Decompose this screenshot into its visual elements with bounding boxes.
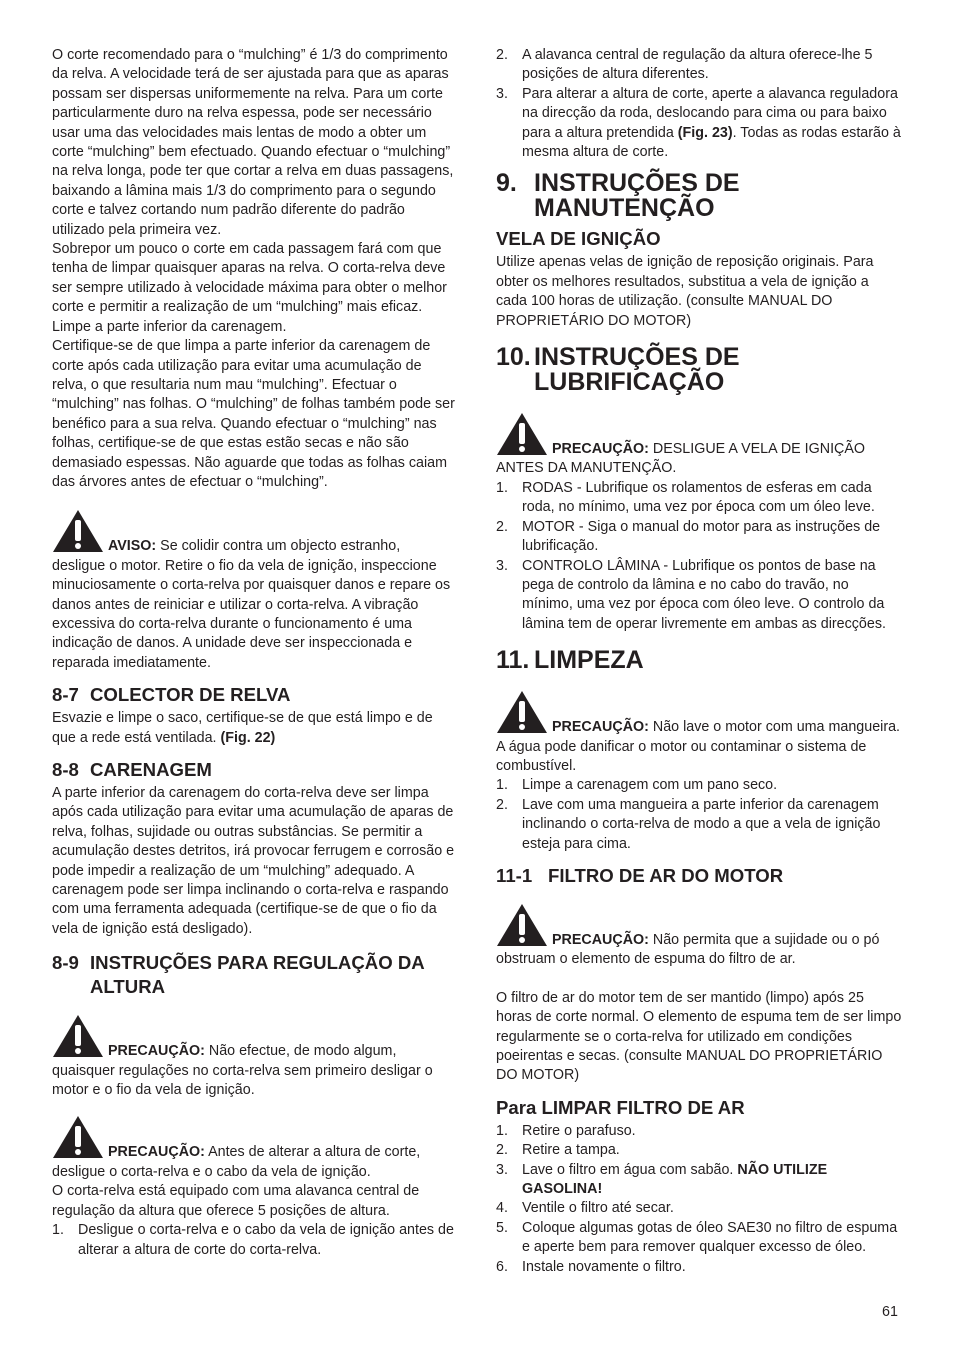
intro-paragraph-3: Certifique-se de que limpa a parte inferior da carenagem de corte após cada utilização para evitar uma acumulação de relva, o que resultaria num mau “mulching”. Efectuar o “mulching” nas folhas. O “mulching” de folhas também pode ser benéfico para a sua relva. Quando efectuar o “mulching” nas folhas, certifique-se de que estas estão secas e não são demasiado espessas. Não aguarde que todas as folhas caiam das árvores antes de efectuar o “mulching”. (52, 338, 455, 490)
warning-triangle-icon (52, 508, 104, 554)
section-9-text: Utilize apenas velas de ignição de reposição originais. Para obter os melhores resultados, substitua a vela de ignição a cada 100 horas de utilização. (consulte MANUAL DO PROPRIETÁRIO DO MOTOR) (496, 254, 874, 329)
caution-regulation-2 (52, 1114, 456, 1182)
caution-text: Antes de alterar a altura de corte, desligue o corta-relva e o cabo da vela de ignição. (52, 1144, 421, 1180)
caution-air-filter (496, 902, 902, 970)
section-8-9-number: 8-9 (52, 952, 79, 974)
section-11-heading (496, 648, 902, 673)
section-9-number: 9. (496, 169, 517, 198)
lubrication-list (496, 479, 902, 634)
section-9-title: INSTRUÇÕES DE MANUTENÇÃO (534, 169, 740, 223)
fig-22-reference: (Fig. 22) (220, 729, 276, 746)
aviso-label: AVISO: (108, 538, 157, 555)
warning-triangle-icon (52, 1013, 104, 1059)
section-9-heading (496, 171, 902, 221)
section-8-9-text: O corta-relva está equipado com uma alavanca central de regulação da altura que oferece 5 posições de altura. (52, 1183, 420, 1219)
list-item: 4. Ventile o filtro até secar. (496, 1200, 674, 1217)
cleaning-list (496, 776, 902, 854)
caution-text: Não efectue, de modo algum, quaisquer regulações no corta-relva sem primeiro desligar o motor e o fio da vela de ignição. (52, 1043, 433, 1099)
list-item: 1. RODAS - Lubrifique os rolamentos de esferas em cada roda, no mínimo, uma vez por época com um óleo leve. (496, 479, 875, 516)
section-11-1-heading (496, 864, 902, 888)
clean-air-filter-subheading: Para LIMPAR FILTRO DE AR (496, 1096, 745, 1118)
list-item: 2. MOTOR - Siga o manual do motor para as instruções de lubrificação. (496, 518, 881, 555)
caution-text: DESLIGUE A VELA DE IGNIÇÃO ANTES DA MANUTENÇÃO. (496, 441, 866, 477)
section-11-title: LIMPEZA (534, 646, 644, 675)
list-item: 3. CONTROLO LÂMINA - Lubrifique os pontos de base na pega de controlo da lâmina e no cabo do travão, no mínimo, uma vez por época com óleo leve. O controlo da lâmina tem de operar livremente em ambas as direcções. (496, 557, 886, 632)
intro-paragraph-1: O corte recomendado para o “mulching” é 1/3 do comprimento da relva. A velocidade terá de ser ajustada para que as aparas possam ser dispersas uniformemente na relva. Para um corte particularmente duro na relva espessa, pode ser necessário usar uma das velocidades mais lentas de modo a obter um corte “mulching” bem efectuado. Quando efectuar o “mulching” na relva longa, pode ter que cortar a relva em duas passagens, baixando a lâmina mais 1/3 do comprimento para o segundo corte e talvez cortando num padrão diferente do padrão utilizado pela primeira vez. (52, 47, 454, 238)
list-item: 3. Para alterar a altura de corte, aperte a alavanca reguladora na direcção da roda, deslocando para cima ou para baixo para a altura pretendida (Fig. 23). Todas as rodas estarão à mesma altura de corte. (496, 85, 901, 161)
list-item: 5. Coloque algumas gotas de óleo SAE30 no filtro de espuma e aperte bem para remover qualquer excesso de óleo. (496, 1219, 898, 1256)
section-8-8-title: CARENAGEM (90, 759, 212, 780)
warning-triangle-icon (496, 689, 548, 735)
list-item: 2. A alavanca central de regulação da altura oferece-lhe 5 posições de altura diferentes. (496, 47, 873, 83)
caution-label: PRECAUÇÃO: (552, 931, 649, 948)
list-item: 2. Retire a tampa. (496, 1142, 620, 1159)
section-8-8-text: A parte inferior da carenagem do corta-relva deve ser limpa após cada utilização para evitar uma acumulação de aparas de relva, folhas, sujidade ou outras substâncias. Se permitir a acumulação destes detritos, irá provocar ferrugem e corrosão e pode impedir a realização de um “mulching” adequado. A carenagem pode ser limpa inclinando o corta-relva e raspando com uma ferramenta adequada (certifique-se de que o fio da vela de ignição está desligado). (52, 785, 455, 937)
aviso-warning (52, 508, 456, 673)
section-8-7-number: 8-7 (52, 684, 79, 706)
spacer (496, 970, 902, 989)
list-item: 1. Limpe a carenagem com um pano seco. (496, 777, 778, 794)
list-item: 1. Retire o parafuso. (496, 1122, 636, 1139)
section-8-9-heading (52, 951, 456, 999)
warning-triangle-icon (496, 902, 548, 948)
section-10-heading (496, 345, 902, 395)
section-8-7-heading (52, 683, 456, 707)
section-8-7-title: COLECTOR DE RELVA (90, 684, 291, 706)
warning-triangle-icon (52, 1114, 104, 1160)
caution-text: Não lave o motor com uma mangueira. A água pode danificar o motor ou contaminar o sistema de combustível. (496, 719, 901, 774)
section-11-1-text: O filtro de ar do motor tem de ser mantido (limpo) após 25 horas de corte normal. O elemento de espuma tem de ser limpo regularmente se o corta-relva for utilizado em condições poeirentas e secas. (consulte MANUAL DO PROPRIETÁRIO DO MOTOR) (496, 989, 902, 1084)
section-8-7-text: Esvazie e limpe o saco, certifique-se de que está limpo e de que a rede está ventilada. (Fig. 22) (52, 710, 433, 746)
section-8-8-heading (52, 758, 456, 782)
section-8-9-title: INSTRUÇÕES PARA REGULAÇÃO DA ALTURA (90, 952, 425, 998)
list-item: 1. Desligue o corta-relva e o cabo da vela de ignição antes de alterar a altura de corte do corta-relva. (52, 1222, 454, 1258)
caution-label: PRECAUÇÃO: (552, 441, 649, 458)
caution-regulation-1 (52, 1013, 456, 1100)
height-steps-list (52, 1221, 456, 1260)
caution-label: PRECAUÇÃO: (108, 1043, 205, 1060)
height-steps-list-continued (496, 46, 902, 162)
caution-label: PRECAUÇÃO: (108, 1144, 205, 1161)
section-11-number: 11. (496, 646, 530, 675)
warning-triangle-icon (496, 411, 548, 457)
list-item: 6. Instale novamente o filtro. (496, 1258, 686, 1275)
right-column (496, 46, 902, 1277)
list-item: 2. Lave com uma mangueira a parte inferior da carenagem inclinando o corta-relva de modo a que a vela de ignição esteja para cima. (496, 796, 881, 852)
air-filter-steps-list (496, 1122, 902, 1277)
section-10-number: 10. (496, 343, 531, 372)
page-number: 61 (882, 1304, 898, 1320)
section-11-1-title: FILTRO DE AR DO MOTOR (548, 864, 784, 886)
left-column (52, 46, 456, 1260)
aviso-text: Se colidir contra um objecto estranho, desligue o motor. Retire o fio da vela de ignição, inspeccione minuciosamente o corta-relva por quaisquer danos e repare os danos antes de reiniciar e utilizar o corta-relva. A vibração excessiva do corta-relva durante o funcionamento é uma indicação de danos. A unidade deve ser inspeccionada e reparada imediatamente. (52, 538, 451, 671)
caution-cleaning (496, 689, 902, 776)
caution-text: Não permita que a sujidade ou o pó obstruam o elemento de espuma do filtro de ar. (496, 931, 880, 968)
no-gasoline-warning: NÃO UTILIZE GASOLINA! (522, 1161, 828, 1198)
caution-lubrication (496, 411, 902, 479)
section-11-1-number: 11-1 (496, 864, 533, 886)
list-item: 3. Lave o filtro em água com sabão. NÃO UTILIZE GASOLINA! (496, 1161, 828, 1198)
fig-23-reference: (Fig. 23) (677, 124, 733, 141)
intro-paragraph-2: Sobrepor um pouco o corte em cada passagem fará com que tenha de limpar quaisquer aparas na relva. O corta-relva deve ser sempre utilizado à velocidade máxima para obter o melhor corte e permitir a realização de um “mulching” mais eficaz. Limpe a parte inferior da carenagem. (52, 241, 447, 335)
section-8-8-number: 8-8 (52, 759, 79, 780)
section-10-title: INSTRUÇÕES DE LUBRIFICAÇÃO (534, 343, 740, 397)
spark-plug-subheading: VELA DE IGNIÇÃO (496, 228, 661, 250)
caution-label: PRECAUÇÃO: (552, 719, 649, 736)
